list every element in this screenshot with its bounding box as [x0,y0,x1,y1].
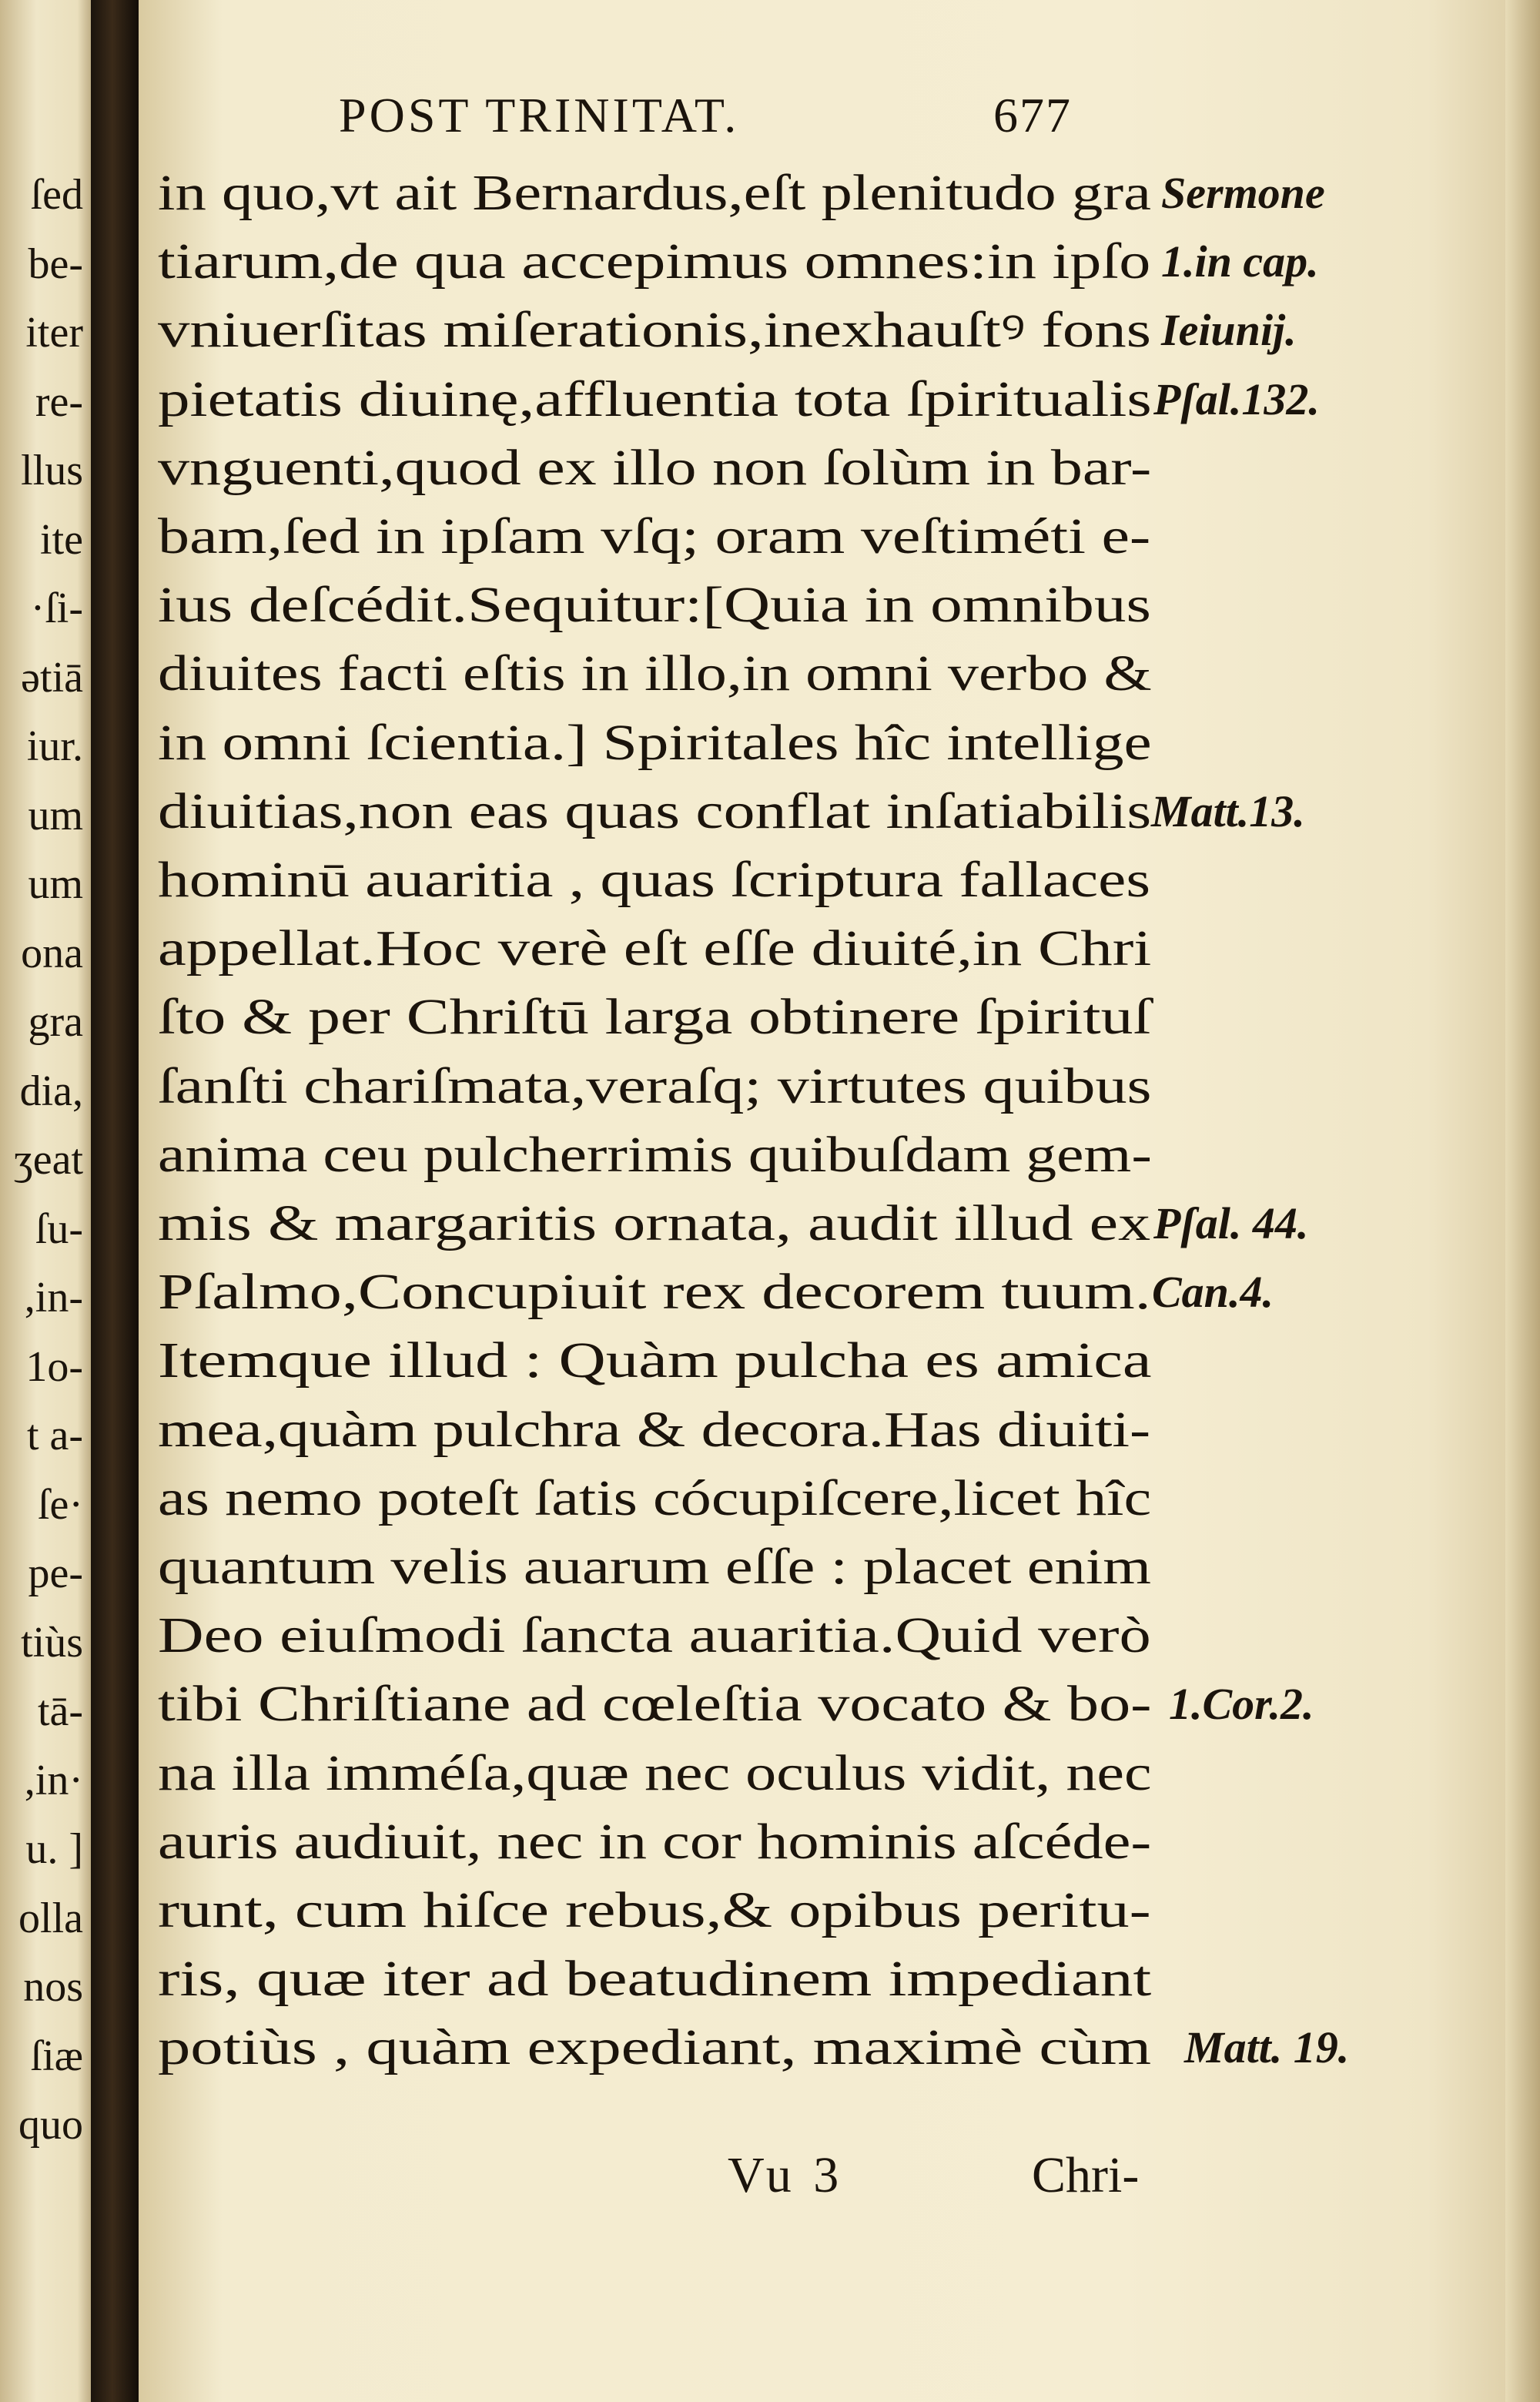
text-line: ius deſcédit.Sequitur:[Quia in omnibus [158,577,1151,634]
previous-page-fragment: ·ſi- [30,585,83,632]
text-line: tibi Chriſtiane ad cœleſtia vocato & bo- [158,1676,1152,1733]
previous-page-fragment: quo [18,2101,83,2149]
previous-page-fragment: iter [25,309,83,357]
text-line: appellat.Hoc verè eſt eſſe diuité,in Chri [158,920,1152,977]
text-line: Itemque illud : Quàm pulcha es amica [158,1332,1152,1389]
previous-page-fragment: be- [28,240,83,288]
marginal-note: Pſal.132. [1153,374,1320,424]
marginal-note: Matt.13. [1151,786,1305,836]
previous-page-fragment: olla [18,1894,83,1942]
text-line: tiarum,de qua accepimus omnes:in ipſo [158,233,1151,290]
text-line: na illa imméſa,quæ nec oculus vidit, nec [158,1744,1152,1801]
previous-page-fragment: ſiæ [30,2032,83,2080]
marginal-note: 1.in cap. [1161,236,1319,287]
previous-page-fragment: pe- [28,1549,83,1597]
text-line: potiùs , quàm expediant, maximè cùm [158,2019,1152,2076]
text-line: hominū auaritia , quas ſcriptura fallaces [158,852,1151,908]
text-line: runt, cum hiſce rebus,& opibus peritu- [158,1882,1151,1938]
marginal-note: Can.4. [1152,1267,1274,1318]
text-line: in omni ſcientia.] Spiritales hîc intellige [158,714,1152,771]
text-line: quantum velis auarum eſſe : placet enim [158,1539,1152,1595]
previous-page-fragment: re- [35,377,83,426]
text-line: vnguenti,quod ex illo non ſolùm in bar- [158,439,1152,496]
previous-page-fragment: ite [40,515,83,564]
previous-page-fragment: u. ] [25,1825,83,1873]
previous-page-fragment: iur. [26,722,83,770]
previous-page-fragment: t a- [26,1412,83,1459]
previous-page-fragment: ,in- [24,1274,83,1322]
text-line: mis & margaritis ornata, audit illud ex [158,1195,1151,1251]
previous-page-fragment: ,in· [24,1756,83,1804]
previous-page-fragment: tā- [37,1687,83,1735]
page-edge-shadow [1505,0,1540,2402]
signature-mark: Vu 3 [728,2147,844,2203]
text-line: as nemo poteſt ſatis cócupiſcere,licet hîc [158,1469,1152,1526]
text-line: Pſalmo,Concupiuit rex decorem tuum. [158,1264,1151,1321]
page-number: 677 [993,88,1072,142]
previous-page-fragment: ſe· [37,1480,83,1529]
text-line: in quo,vt ait Bernardus,eſt plenitudo gra [158,165,1152,221]
marginal-note: Ieiunij. [1161,305,1297,356]
previous-page-edge [0,0,91,2402]
book-gutter [91,0,139,2402]
running-head: POST TRINITAT. [339,88,740,142]
previous-page-fragment: um [28,791,83,839]
marginal-note: Sermone [1161,168,1325,218]
previous-page-fragment: gra [28,998,83,1046]
previous-page-fragment: ſu- [35,1204,83,1253]
previous-page-fragment: 1o- [25,1342,83,1391]
text-line: anima ceu pulcherrimis quibuſdam gem- [158,1126,1152,1183]
text-line: ſanſti chariſmata,veraſq; virtutes quibus [158,1057,1152,1114]
text-line: vniuerſitas miſerationis,inexhauſtꝰ fons [158,302,1151,359]
text-line: ris, quæ iter ad beatudinem impediant [158,1951,1152,2008]
previous-page-fragment: ʒeat [13,1136,83,1184]
marginal-note: Matt. 19. [1184,2022,1350,2073]
marginal-note: Pſal. 44. [1153,1198,1309,1248]
previous-page-fragment: um [28,860,83,908]
text-line: ſto & per Chriſtū larga obtinere ſpirituſ [158,989,1151,1046]
previous-page-fragment: llus [21,447,83,494]
previous-page-fragment: nos [23,1963,83,2011]
previous-page-fragment: ſed [30,171,83,219]
catchword: Chri- [1032,2147,1140,2203]
previous-page-fragment: dia, [19,1067,83,1115]
text-line: auris audiuit, nec in cor hominis aſcéde- [158,1813,1152,1870]
marginal-note: 1.Cor.2. [1169,1679,1314,1730]
previous-page-fragment: ona [21,929,83,977]
text-line: Deo eiuſmodi ſancta auaritia.Quid verò [158,1607,1151,1664]
text-line: diuites facti eſtis in illo,in omni verbo & [158,645,1152,702]
text-line: diuitias,non eas quas conflat inſatiabilis [158,782,1152,839]
text-line: bam,ſed in ipſam vſq; oram veſtiméti e- [158,508,1151,564]
previous-page-fragment: ətiā [21,653,83,702]
previous-page-fragment: tiùs [21,1618,83,1667]
text-line: mea,quàm pulchra & decora.Has diuiti- [158,1401,1151,1458]
text-line: pietatis diuinę,affluentia tota ſpiritualis [158,370,1152,427]
